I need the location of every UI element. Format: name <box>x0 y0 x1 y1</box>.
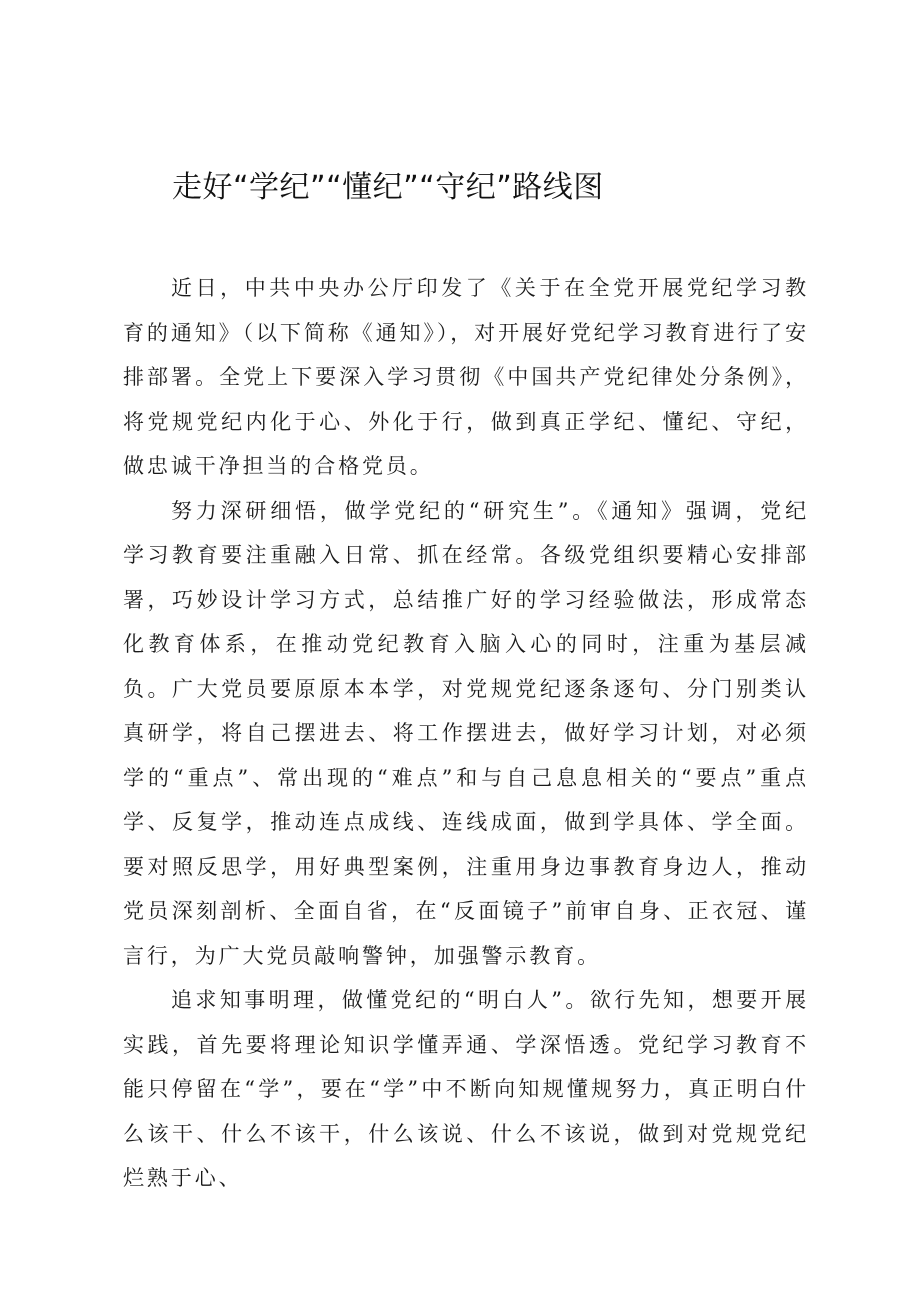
document-title: 走好“学纪”“懂纪”“守纪”路线图 <box>172 170 604 205</box>
paragraph-2: 努力深研细悟，做学党纪的“研究生”。《通知》强调，党纪学习教育要注重融入日常、抓在经常。各级党组织要精心安排部署，巧妙设计学习方式，总结推广好的学习经验做法，形成常态化教育体系，在推动党纪教育入脑入心的同时，注重为基层减负。广大党员要原原本本学，对党规党纪逐条逐句、分门别类认真研学，将自己摆进去、将工作摆进去，做好学习计划，对必须学的“重点”、常出现的“难点”和与自己息息相关的“要点”重点学、反复学，推动连点成线、连线成面，做到学具体、学全面。要对照反思学，用好典型案例，注重用身边事教育身边人，推动党员深刻剖析、全面自省，在“反面镜子”前审自身、正衣冠、谨言行，为广大党员敲响警钟，加强警示教育。 <box>123 498 809 968</box>
paragraph-1: 近日，中共中央办公厅印发了《关于在全党开展党纪学习教育的通知》（以下简称《通知》），对开展好党纪学习教育进行了安排部署。全党上下要深入学习贯彻《中国共产党纪律处分条例》，将党规党纪内化于心、外化于行，做到真正学纪、懂纪、守纪，做忠诚干净担当的合格党员。 <box>123 276 809 478</box>
document-body <box>123 266 809 1201</box>
paragraph-3: 追求知事明理，做懂党纪的“明白人”。欲行先知，想要开展实践，首先要将理论知识学懂弄通、学深悟透。党纪学习教育不能只停留在“学”，要在“学”中不断向知规懂规努力，真正明白什么该干、什么不该干，什么该说、什么不该说，做到对党规党纪烂熟于心、 <box>123 988 809 1190</box>
